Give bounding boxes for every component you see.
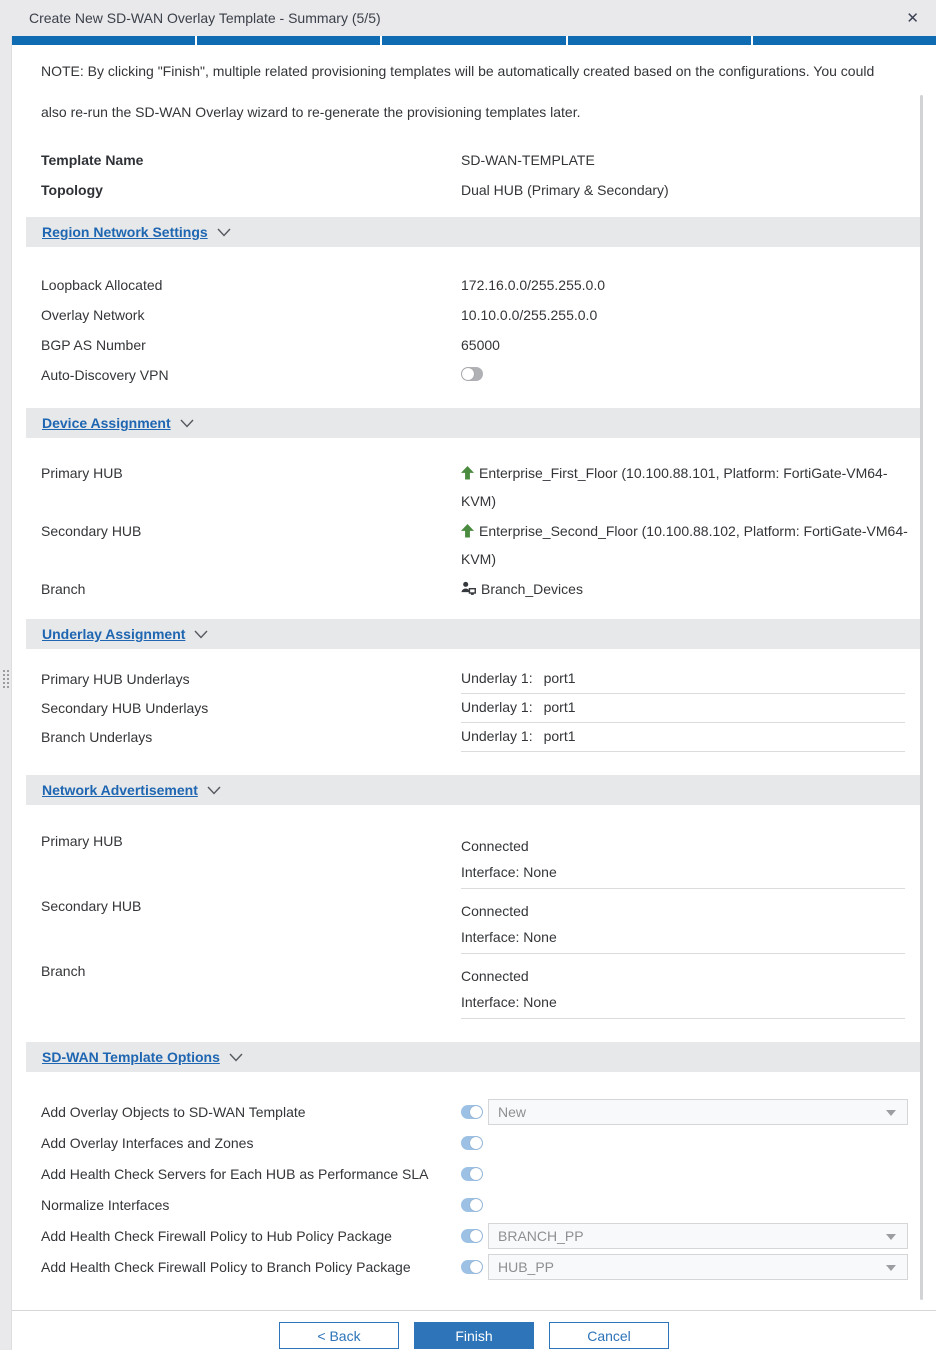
dialog-footer (12, 1310, 936, 1350)
region-rows (41, 270, 922, 390)
primary-hub-underlays-row (41, 665, 922, 694)
advert-interface: Interface: None (461, 864, 557, 880)
normalize-interfaces-toggle[interactable] (461, 1198, 483, 1212)
hub-policy-package-row (41, 1220, 922, 1251)
advert-interface: Interface: None (461, 994, 557, 1010)
branch-advert-row (41, 954, 922, 1019)
options-rows (41, 1096, 922, 1282)
underlay-port: port1 (543, 699, 576, 715)
bgp-as-value: 65000 (461, 337, 500, 353)
branch-policy-package-select[interactable] (488, 1254, 908, 1280)
template-name-value: SD-WAN-TEMPLATE (461, 152, 595, 168)
overlay-objects-mode-select[interactable] (488, 1099, 908, 1125)
underlay-port: port1 (543, 670, 576, 686)
branch-row (41, 576, 922, 604)
loopback-value: 172.16.0.0/255.255.0.0 (461, 277, 606, 293)
back-button[interactable]: < Back (279, 1322, 399, 1349)
toggle-knob (462, 368, 474, 380)
underlay-rows (41, 665, 922, 752)
chevron-down-icon[interactable] (217, 228, 231, 237)
wizard-step-3 (382, 36, 565, 45)
topology-value: Dual HUB (Primary & Secondary) (461, 182, 669, 198)
add-overlay-interfaces-row (41, 1127, 922, 1158)
device-group-icon (461, 578, 476, 604)
toggle-knob (470, 1261, 482, 1273)
secondary-hub-advert-label: Secondary HUB (41, 898, 142, 914)
toggle-knob (470, 1137, 482, 1149)
add-health-check-servers-label: Add Health Check Servers for Each HUB as Performance SLA (41, 1165, 429, 1182)
device-up-arrow-icon (461, 520, 474, 546)
branch-policy-package-label: Add Health Check Firewall Policy to Branch Policy Package (41, 1258, 411, 1275)
branch-value: Branch_Devices (481, 581, 583, 597)
secondary-hub-value: Enterprise_Second_Floor (10.100.88.102, Platform: FortiGate-VM64-KVM) (461, 523, 908, 567)
wizard-step-4 (568, 36, 751, 45)
hub-policy-package-select[interactable] (488, 1223, 908, 1249)
summary-content (12, 45, 936, 1350)
add-overlay-objects-label: Add Overlay Objects to SD-WAN Template (41, 1103, 306, 1120)
overlay-network-value: 10.10.0.0/255.255.0.0 (461, 307, 598, 323)
bgp-as-row (41, 330, 922, 360)
secondary-hub-label: Secondary HUB (41, 523, 142, 539)
select-caret-icon (886, 1265, 896, 1271)
topology-row (41, 175, 922, 205)
loopback-label: Loopback Allocated (41, 277, 163, 293)
wizard-step-2 (197, 36, 380, 45)
sdwan-template-options-link[interactable]: SD-WAN Template Options (42, 1049, 220, 1065)
wizard-step-5 (753, 36, 936, 45)
branch-underlays-row (41, 723, 922, 752)
hub-policy-package-label: Add Health Check Firewall Policy to Hub Policy Package (41, 1227, 392, 1244)
select-value: New (498, 1103, 527, 1120)
dialog-titlebar (0, 0, 936, 36)
advert-interface: Interface: None (461, 929, 557, 945)
section-sdwan-template-options (26, 1042, 922, 1072)
auto-discovery-vpn-toggle[interactable] (461, 367, 483, 381)
auto-discovery-vpn-row (41, 360, 922, 390)
topology-label: Topology (41, 182, 103, 198)
chevron-down-icon[interactable] (229, 1053, 243, 1062)
overview-rows (41, 145, 922, 205)
branch-policy-package-toggle[interactable] (461, 1260, 483, 1274)
toggle-knob (470, 1230, 482, 1242)
select-value: HUB_PP (498, 1258, 555, 1275)
select-value: BRANCH_PP (498, 1227, 584, 1244)
select-caret-icon (886, 1110, 896, 1116)
select-caret-icon (886, 1234, 896, 1240)
device-up-arrow-icon (461, 462, 474, 488)
dialog-title: Create New SD-WAN Overlay Template - Summary (5/5) (29, 10, 381, 26)
primary-hub-value: Enterprise_First_Floor (10.100.88.101, Platform: FortiGate-VM64-KVM) (461, 465, 888, 509)
add-overlay-objects-toggle[interactable] (461, 1105, 483, 1119)
branch-policy-package-row (41, 1251, 922, 1282)
underlay-key: Underlay 1: (461, 699, 533, 715)
primary-hub-underlays-label: Primary HUB Underlays (41, 671, 190, 687)
chevron-down-icon[interactable] (207, 786, 221, 795)
template-name-row (41, 145, 922, 175)
resize-drag-handle-icon[interactable] (2, 669, 10, 690)
hub-policy-package-toggle[interactable] (461, 1229, 483, 1243)
toggle-knob (470, 1106, 482, 1118)
branch-underlays-label: Branch Underlays (41, 729, 153, 745)
primary-hub-advert-row (41, 824, 922, 889)
branch-label: Branch (41, 581, 86, 597)
loopback-row (41, 270, 922, 300)
underlay-key: Underlay 1: (461, 728, 533, 744)
normalize-interfaces-row (41, 1189, 922, 1220)
finish-note-text: NOTE: By clicking "Finish", multiple related provisioning templates will be automatically created based on the configurations. You could also re-run the SD-WAN Overlay wizard to re-generate the provisioning templates later. (41, 63, 875, 120)
network-advertisement-link[interactable]: Network Advertisement (42, 782, 198, 798)
overlay-network-row (41, 300, 922, 330)
secondary-hub-underlays-label: Secondary HUB Underlays (41, 700, 209, 716)
section-underlay-assignment (26, 619, 922, 649)
wizard-step-progress (12, 36, 936, 45)
secondary-hub-row (41, 518, 922, 572)
template-name-label: Template Name (41, 152, 144, 168)
advert-mode: Connected (461, 968, 529, 984)
advert-rows (41, 824, 922, 1019)
toggle-knob (470, 1168, 482, 1180)
device-rows (41, 460, 922, 604)
dialog-left-gutter (0, 36, 12, 1350)
chevron-down-icon[interactable] (180, 419, 194, 428)
branch-advert-label: Branch (41, 963, 86, 979)
auto-discovery-vpn-label: Auto-Discovery VPN (41, 367, 169, 383)
region-network-settings-link[interactable]: Region Network Settings (42, 224, 208, 240)
add-health-check-servers-toggle[interactable] (461, 1167, 483, 1181)
advert-mode: Connected (461, 903, 529, 919)
cancel-button[interactable]: Cancel (549, 1322, 669, 1349)
section-device-assignment (26, 408, 922, 438)
add-health-check-servers-row (41, 1158, 922, 1189)
overlay-network-label: Overlay Network (41, 307, 145, 323)
secondary-hub-advert-row (41, 889, 922, 954)
advert-mode: Connected (461, 838, 529, 854)
finish-button[interactable]: Finish (414, 1322, 534, 1349)
underlay-assignment-link[interactable]: Underlay Assignment (42, 626, 186, 642)
add-overlay-interfaces-label: Add Overlay Interfaces and Zones (41, 1134, 254, 1151)
add-overlay-interfaces-toggle[interactable] (461, 1136, 483, 1150)
device-assignment-link[interactable]: Device Assignment (42, 415, 171, 431)
toggle-knob (470, 1199, 482, 1211)
underlay-key: Underlay 1: (461, 670, 533, 686)
normalize-interfaces-label: Normalize Interfaces (41, 1196, 170, 1213)
close-icon[interactable]: ✕ (906, 9, 919, 27)
primary-hub-row (41, 460, 922, 514)
primary-hub-label: Primary HUB (41, 465, 123, 481)
section-region-network-settings (26, 217, 922, 247)
chevron-down-icon[interactable] (194, 630, 208, 639)
primary-hub-advert-label: Primary HUB (41, 833, 123, 849)
underlay-port: port1 (543, 728, 576, 744)
vertical-scrollbar[interactable] (920, 95, 923, 1300)
secondary-hub-underlays-row (41, 694, 922, 723)
add-overlay-objects-row (41, 1096, 922, 1127)
bgp-as-label: BGP AS Number (41, 337, 146, 353)
wizard-step-1 (12, 36, 195, 45)
section-network-advertisement (26, 775, 922, 805)
